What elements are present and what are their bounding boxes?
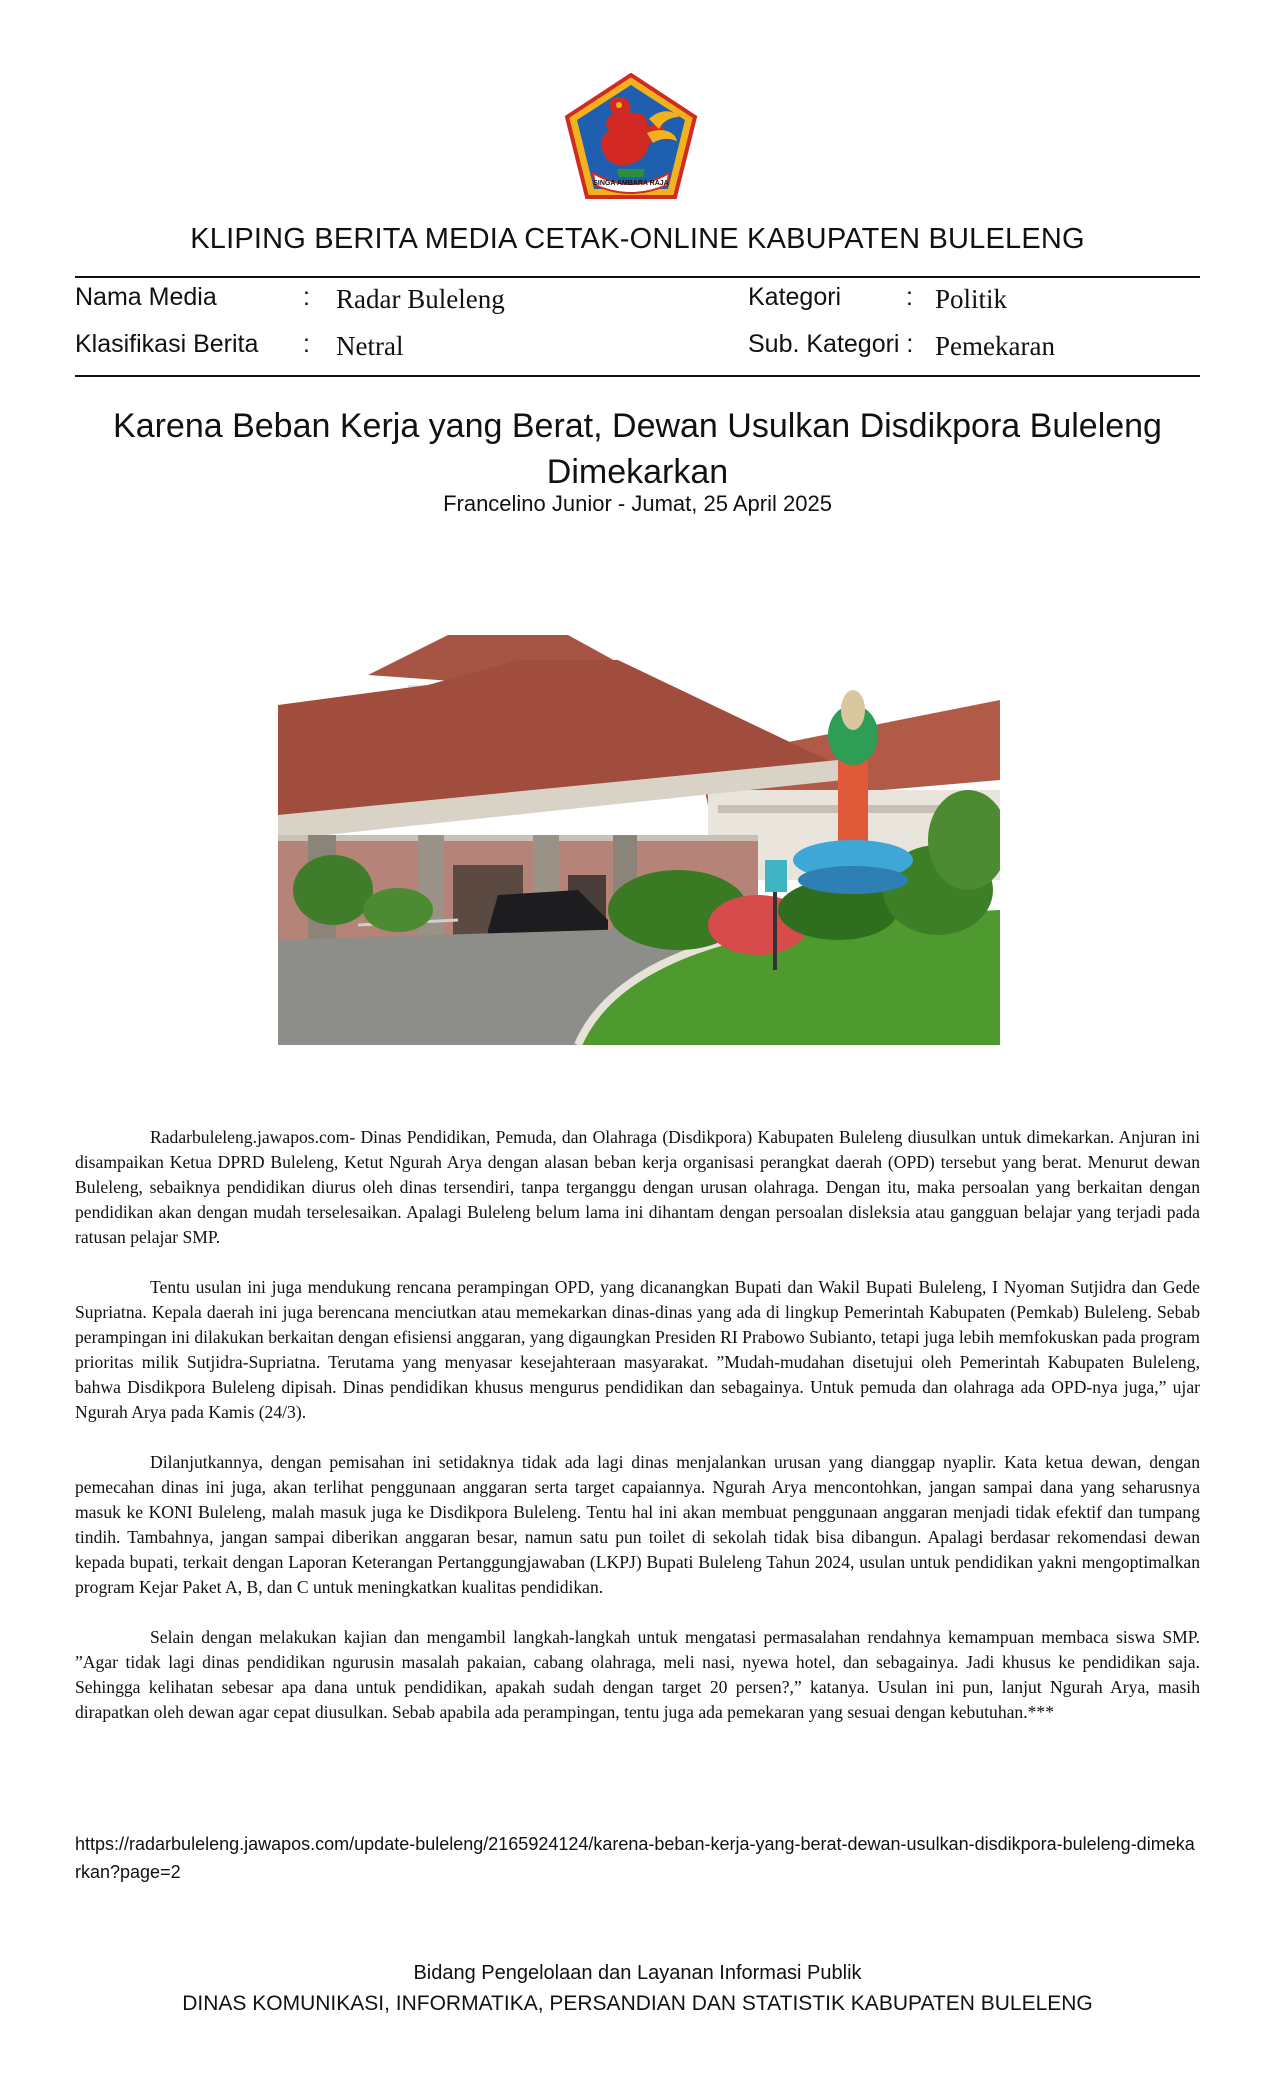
media-name-colon: : bbox=[303, 283, 310, 311]
category-label: Kategori bbox=[748, 283, 842, 311]
category-colon: : bbox=[906, 283, 913, 311]
article-paragraph: Radarbuleleng.jawapos.com- Dinas Pendidikan, Pemuda, dan Olahraga (Disdikpora) Kabupaten Buleleng diusulkan untuk dimekarkan. Anjuran ini disampaikan Ketua DPRD Buleleng, Ketut Ngurah Arya dengan alasan beban kerja organisasi perangkat daerah (OPD) tersebut yang berat. Menurut dewan Buleleng, sebaiknya pendidikan diurus oleh dinas tersendiri, tanpa terganggu dengan urusan olahraga. Dengan itu, maka persoalan yang berkaitan dengan pendidikan akan dengan mudah terselesaikan. Apalagi Buleleng belum lama ini dihantam dengan persoalan disleksia atau gangguan belajar yang terjadi pada ratusan pelajar SMP. bbox=[75, 1127, 1200, 1247]
classification-value: Netral bbox=[336, 331, 404, 361]
media-name-label: Nama Media bbox=[75, 283, 217, 311]
header-top-rule bbox=[75, 276, 1200, 278]
article-byline: Francelino Junior - Jumat, 25 April 2025 bbox=[443, 491, 832, 516]
header-bottom-rule bbox=[75, 375, 1200, 377]
footer-agency-name: DINAS KOMUNIKASI, INFORMATIKA, PERSANDIAN DAN STATISTIK KABUPATEN BULELENG bbox=[182, 1992, 1093, 2015]
clipping-header-title: KLIPING BERITA MEDIA CETAK-ONLINE KABUPATEN BULELENG bbox=[190, 223, 1085, 255]
article-paragraph: Selain dengan melakukan kajian dan mengambil langkah-langkah untuk mengatasi permasalahan rendahnya kemampuan membaca siswa SMP. ”Agar tidak lagi dinas pendidikan ngurusin masalah pakaian, cabang olahraga, meli nasi, nyewa hotel, dan sebagainya. Jadi khusus ke pendidikan saja. Sehingga kelihatan sebesar apa dana untuk pendidikan, apakah sudah dengan target 20 persen?,” katanya. Usulan ini pun, lanjut Ngurah Arya, masih dirapatkan oleh dewan agar cepat diusulkan. Sebab apabila ada perampingan, tentu juga ada pemekaran yang sesuai dengan kebutuhan.*** bbox=[75, 1627, 1200, 1722]
article-paragraph: Tentu usulan ini juga mendukung rencana perampingan OPD, yang dicanangkan Bupati dan Wakil Bupati Buleleng, I Nyoman Sutjidra dan Gede Supriatna. Kepala daerah ini juga berencana menciutkan atau memekarkan dinas-dinas yang ada di lingkup Pemerintah Kabupaten (Pemkab) Buleleng. Sebab perampingan ini dilakukan berkaitan dengan efisiensi anggaran, yang digaungkan Presiden RI Prabowo Subianto, tetapi juga lebih memfokuskan pada program prioritas milik Sutjidra-Supriatna. Terutama yang menyasar kesejahteraan masyarakat. ”Mudah-mudahan disetujui oleh Pemerintah Kabupaten Buleleng, bahwa Disdikpora Buleleng dipisah. Dinas pendidikan khusus mengurus pendidikan dan sebagainya. Untuk pemuda dan olahraga ada OPD-nya juga,” ujar Ngurah Arya pada Kamis (24/3). bbox=[75, 1277, 1200, 1422]
subcategory-label: Sub. Kategori : bbox=[748, 330, 914, 358]
media-name-value: Radar Buleleng bbox=[336, 284, 505, 314]
article-title: Karena Beban Kerja yang Berat, Dewan Usulkan Disdikpora Buleleng Dimekarkan bbox=[113, 407, 1162, 491]
buleleng-crest-logo bbox=[563, 73, 699, 201]
subcategory-value: Pemekaran bbox=[935, 331, 1055, 361]
logo-motto-text: SINGA AMBARA RAJA bbox=[593, 180, 669, 187]
classification-colon: : bbox=[303, 330, 310, 358]
article-paragraph: Dilanjutkannya, dengan pemisahan ini setidaknya tidak ada lagi dinas menjalankan urusan yang dianggap nyaplir. Kata ketua dewan, dengan pemecahan dinas ini juga, akan terlihat penggunaan anggaran serta target capaiannya. Ngurah Arya mencontohkan, jangan sampai dana yang seharusnya masuk ke KONI Buleleng, malah masuk juga ke Disdikpora Buleleng. Tentu hal ini akan membuat penggunaan anggaran menjadi tidak efektif dan tumpang tindih. Tambahnya, jangan sampai diberikan anggaran besar, namun satu pun toilet di sekolah tidak bisa dibangun. Apalagi berdasar rekomendasi dewan kepada bupati, terkait dengan Laporan Keterangan Pertanggungjawaban (LKPJ) Bupati Buleleng Tahun 2024, usulan untuk pendidikan yakni mengoptimalkan program Kejar Paket A, B, dan C untuk meningkatkan kualitas pendidikan. bbox=[75, 1452, 1200, 1597]
article-photo-disdikpora-building bbox=[278, 590, 1000, 1045]
category-value: Politik bbox=[935, 284, 1008, 314]
classification-label: Klasifikasi Berita bbox=[75, 330, 259, 358]
source-url-link[interactable]: https://radarbuleleng.jawapos.com/update-buleleng/2165924124/karena-beban-kerja-yang-berat-dewan-usulkan-disdikpora-buleleng-dimekarkan?page=2 bbox=[75, 1834, 1195, 1882]
article-body bbox=[75, 1125, 1200, 1750]
footer-division-name: Bidang Pengelolaan dan Layanan Informasi Publik bbox=[413, 1962, 862, 1984]
